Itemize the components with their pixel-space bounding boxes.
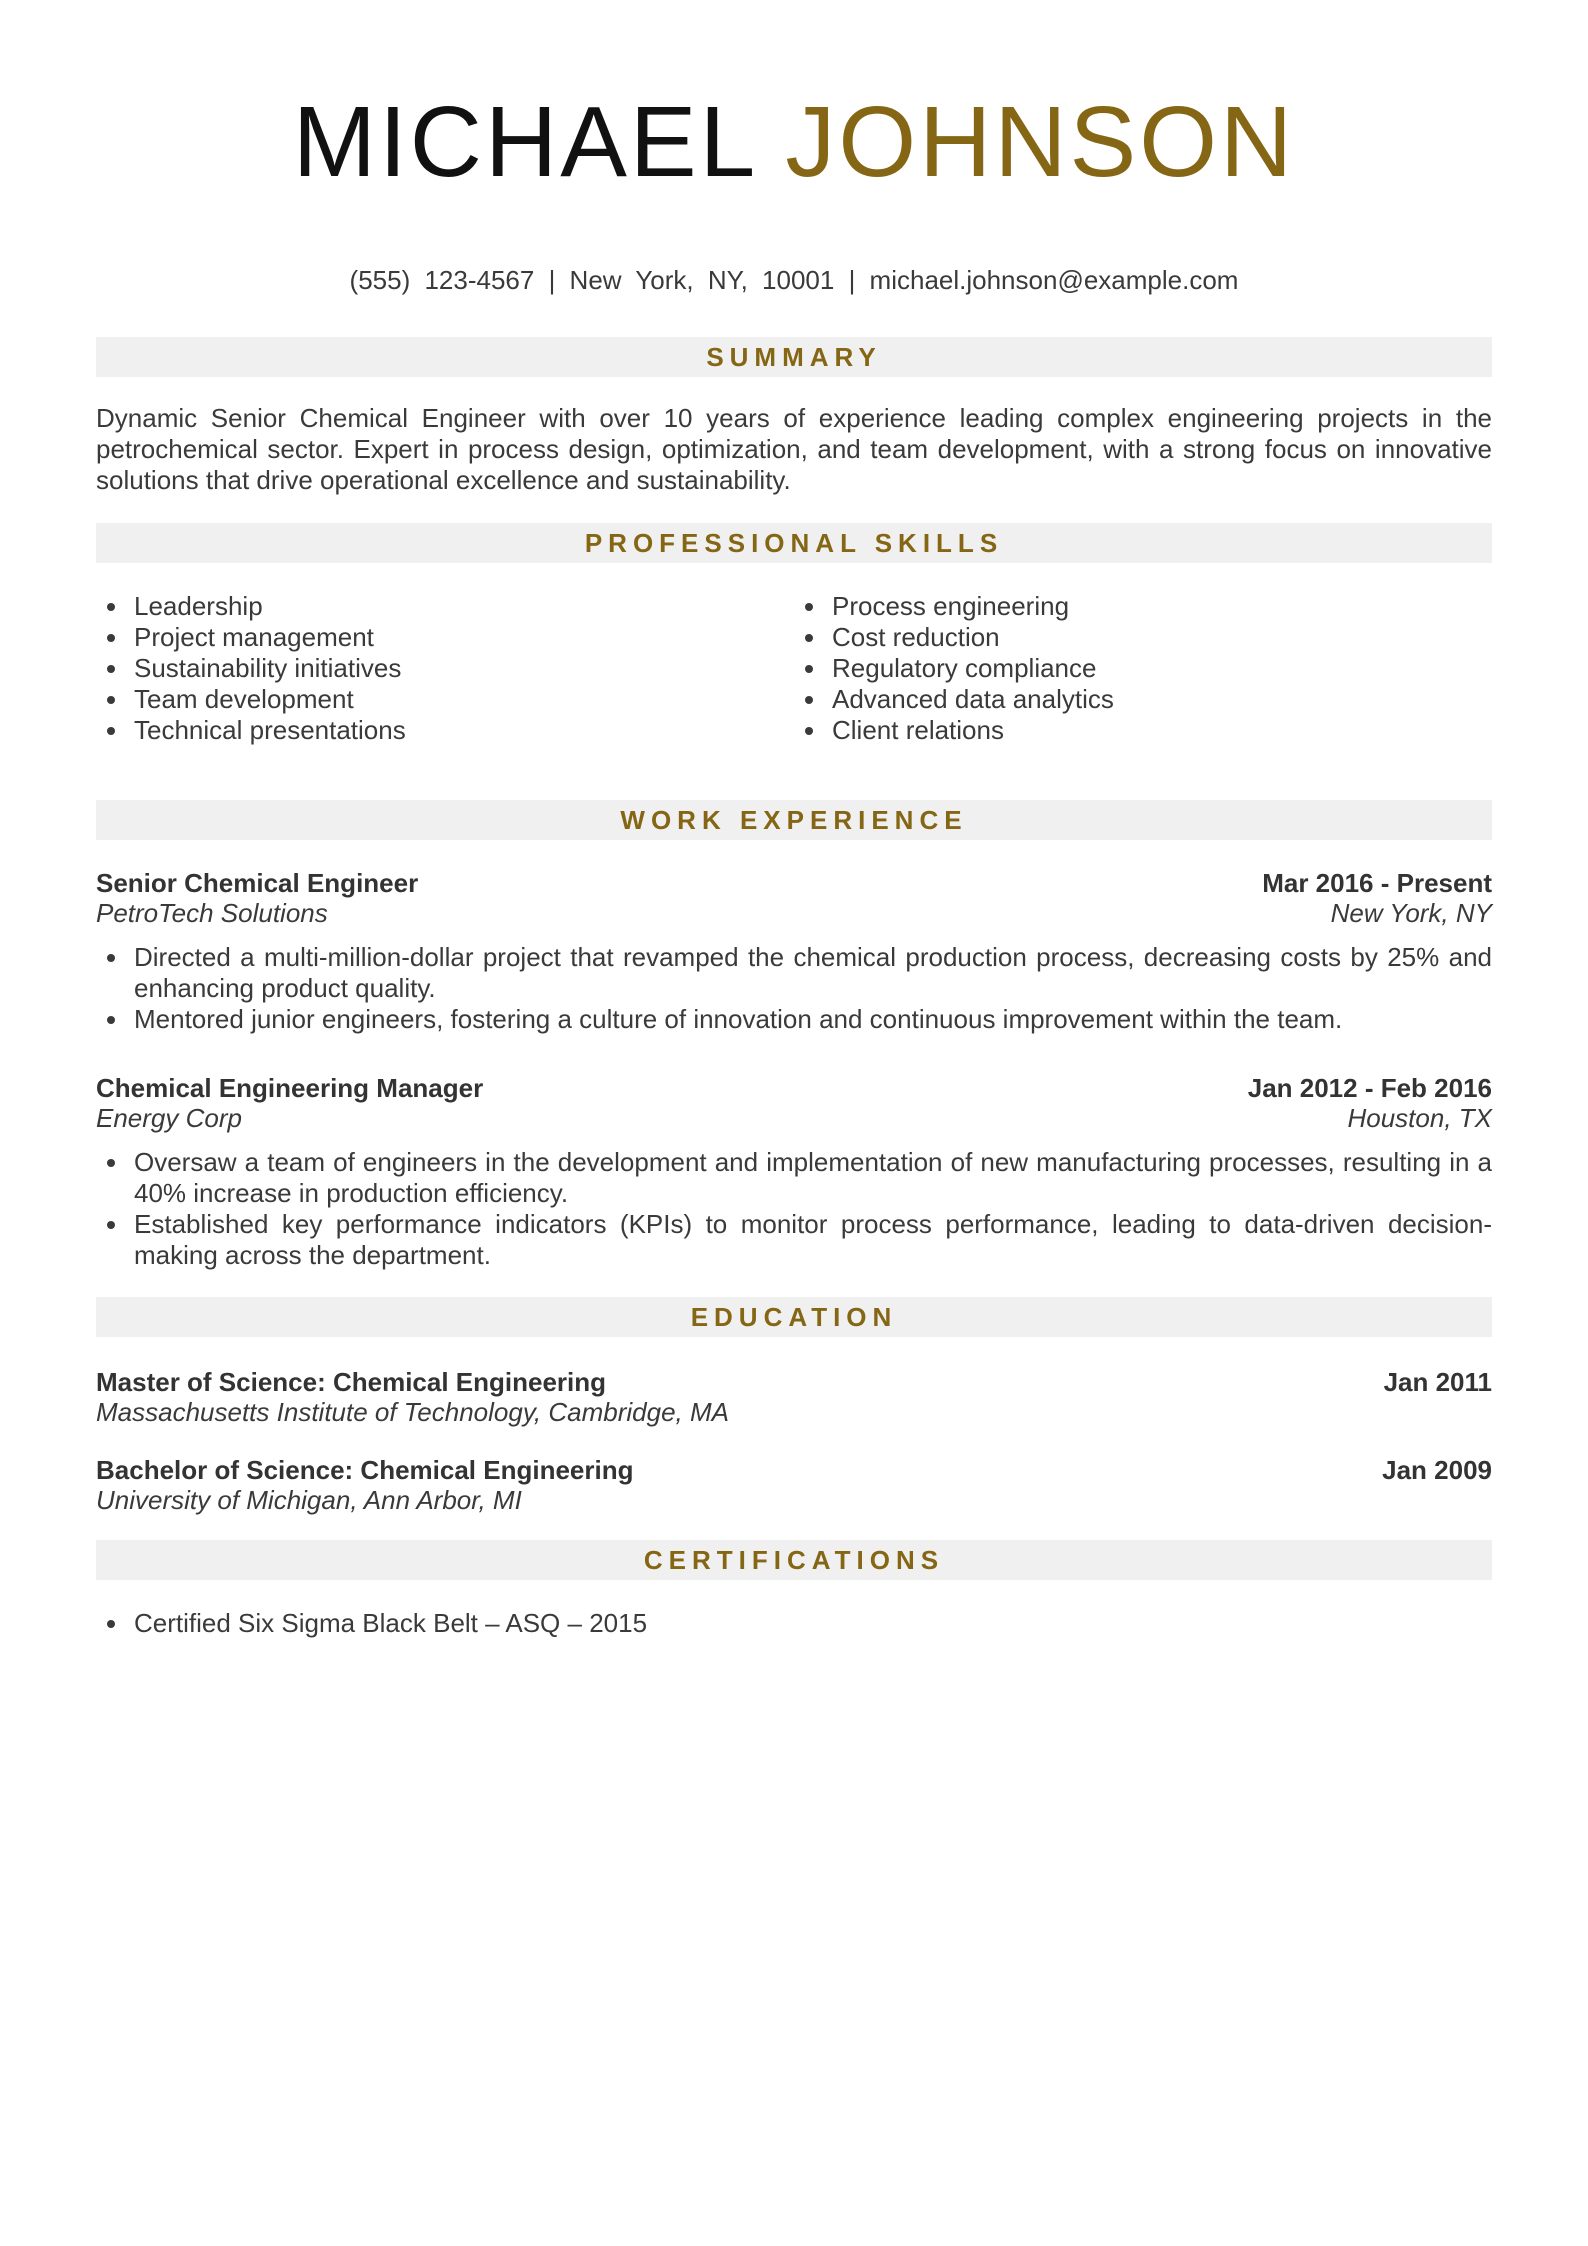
skills-column-left (96, 591, 794, 746)
job-location: Houston, TX (1347, 1103, 1492, 1133)
education-header (96, 1367, 1492, 1397)
skill-item: • Process engineering (828, 591, 1492, 622)
job-title: Senior Chemical Engineer (96, 868, 419, 898)
skill-item: • Sustainability initiatives (130, 653, 794, 684)
job-header (96, 868, 1492, 898)
education-date: Jan 2009 (1382, 1455, 1492, 1485)
certification-item: • Certified Six Sigma Black Belt – ASQ – 2015 (130, 1608, 1492, 1639)
experience-section-header (96, 800, 1492, 840)
summary-section-header (96, 337, 1492, 377)
job-entry (96, 1073, 1492, 1271)
certification-list (96, 1608, 1492, 1639)
certifications-title: CERTIFICATIONS (643, 1544, 945, 1575)
job-title: Chemical Engineering Manager (96, 1073, 484, 1103)
contact-line: (555) 123-4567 | New York, NY, 10001 | michael.johnson@example.com (349, 265, 1239, 295)
summary-text: Dynamic Senior Chemical Engineer with over 10 years of experience leading complex engineering projects in the petrochemical sector. Expert in process design, optimization, and team development, with a strong focus on innovative solutions that drive operational excellence and sustainability. (96, 403, 1492, 495)
degree: Master of Science: Chemical Engineering (96, 1367, 607, 1397)
skill-item: • Leadership (130, 591, 794, 622)
education-school-row (96, 1397, 1492, 1427)
education-entry (96, 1455, 1492, 1515)
school: Massachusetts Institute of Technology, Cambridge, MA (96, 1397, 729, 1427)
job-dates: Jan 2012 - Feb 2016 (1247, 1073, 1492, 1103)
job-entry (96, 868, 1492, 1035)
degree: Bachelor of Science: Chemical Engineering (96, 1455, 634, 1485)
first-name: MICHAEL (292, 86, 755, 198)
education-header (96, 1455, 1492, 1485)
job-subheader (96, 898, 1492, 928)
skill-item: • Regulatory compliance (828, 653, 1492, 684)
school: University of Michigan, Ann Arbor, MI (96, 1485, 522, 1515)
candidate-name (96, 0, 1492, 198)
skill-item: • Team development (130, 684, 794, 715)
job-header (96, 1073, 1492, 1103)
skills-section-header (96, 523, 1492, 563)
skills-columns (96, 591, 1492, 746)
skill-item: • Cost reduction (828, 622, 1492, 653)
job-bullet: • Directed a multi-million-dollar project that revamped the chemical production process, decreasing costs by 25% and enhancing product quality. (130, 942, 1492, 1004)
job-subheader (96, 1103, 1492, 1133)
job-bullet-list (96, 942, 1492, 1035)
job-dates: Mar 2016 - Present (1262, 868, 1492, 898)
skill-item: • Advanced data analytics (828, 684, 1492, 715)
job-company: Energy Corp (96, 1103, 242, 1133)
job-bullet: • Established key performance indicators (KPIs) to monitor process performance, leading to data-driven decision-making across the department. (130, 1209, 1492, 1271)
job-bullet: • Mentored junior engineers, fostering a culture of innovation and continuous improvement within the team. (130, 1004, 1492, 1035)
job-bullet-list (96, 1147, 1492, 1271)
education-entry (96, 1367, 1492, 1427)
job-company: PetroTech Solutions (96, 898, 328, 928)
certifications-section-header (96, 1540, 1492, 1580)
skills-title: PROFESSIONAL SKILLS (584, 527, 1004, 558)
education-section-header (96, 1297, 1492, 1337)
job-location: New York, NY (1330, 898, 1492, 928)
education-title: EDUCATION (690, 1301, 898, 1332)
skill-item: • Technical presentations (130, 715, 794, 746)
skill-item: • Client relations (828, 715, 1492, 746)
education-date: Jan 2011 (1383, 1367, 1492, 1397)
job-bullet: • Oversaw a team of engineers in the development and implementation of new manufacturing processes, resulting in a 40% increase in production efficiency. (130, 1147, 1492, 1209)
skills-column-right (794, 591, 1492, 746)
summary-title: SUMMARY (706, 341, 882, 372)
education-school-row (96, 1485, 1492, 1515)
last-name: JOHNSON (785, 86, 1296, 198)
experience-title: WORK EXPERIENCE (620, 804, 968, 835)
skill-item: • Project management (130, 622, 794, 653)
